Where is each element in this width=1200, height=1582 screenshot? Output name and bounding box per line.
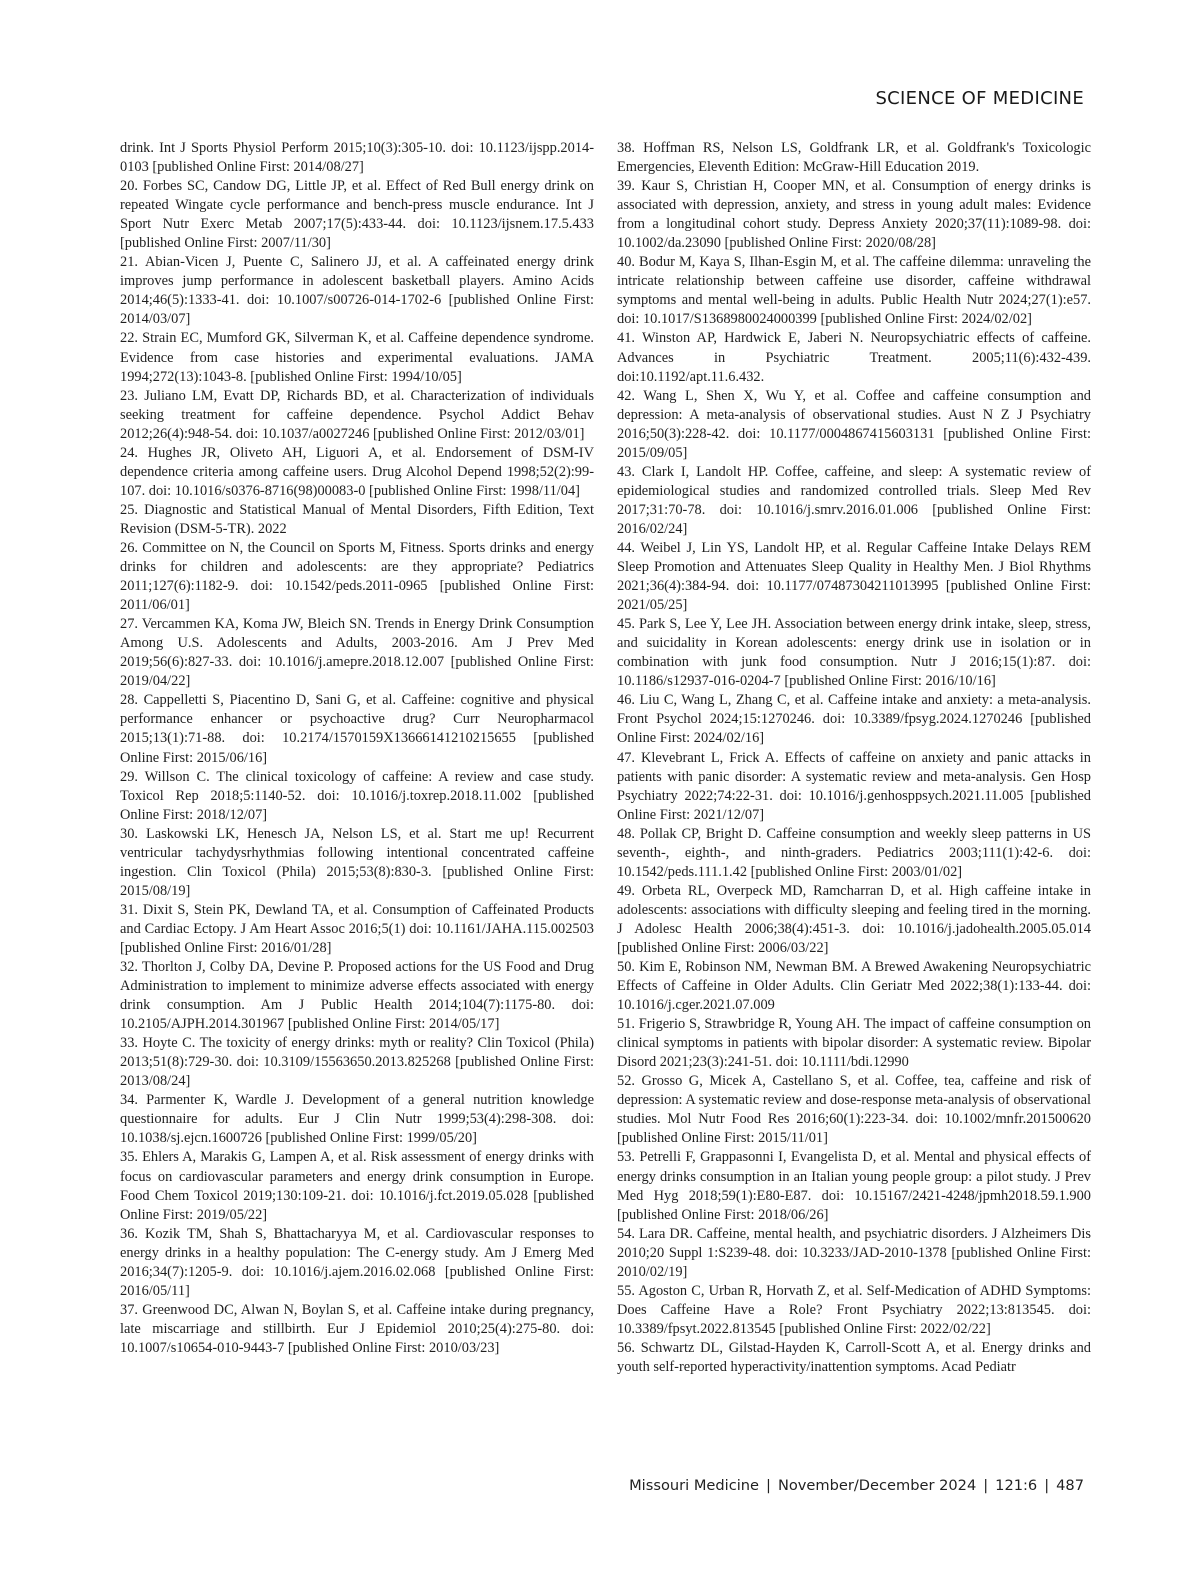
reference-item: 55. Agoston C, Urban R, Horvath Z, et al. Self-Medication of ADHD Symptoms: Does Caffeine Have a Role? Front Psychiatry 2022;13:813545. doi: 10.3389/fpsyt.2022.813545 [published Online First: 2022/02/22]	[617, 1282, 1091, 1337]
reference-item: 25. Diagnostic and Statistical Manual of Mental Disorders, Fifth Edition, Text Revision (DSM-5-TR). 2022	[120, 501, 594, 537]
reference-item: drink. Int J Sports Physiol Perform 2015;10(3):305-10. doi: 10.1123/ijspp.2014-0103 [published Online First: 2014/08/27]	[120, 140, 594, 176]
page-number: 487	[1056, 1477, 1084, 1494]
reference-item: 49. Orbeta RL, Overpeck MD, Ramcharran D, et al. High caffeine intake in adolescents: associations with difficulty sleeping and feeling tired in the morning. J Adolesc Health 2006;38(4):451-3. doi: 10.1016/j.jadohealth.2005.05.014 [published Online First: 2006/03/22]	[617, 882, 1091, 956]
reference-item: 42. Wang L, Shen X, Wu Y, et al. Coffee and caffeine consumption and depression: A meta-analysis of observational studies. Aust N Z J Psychiatry 2016;50(3):228-42. doi: 10.1177/0004867415603131 [published Online First: 2015/09/05]	[617, 387, 1091, 461]
footer-separator: |	[766, 1477, 771, 1494]
reference-item: 31. Dixit S, Stein PK, Dewland TA, et al. Consumption of Caffeinated Products and Cardiac Ectopy. J Am Heart Assoc 2016;5(1) doi: 10.1161/JAHA.115.002503 [published Online First: 2016/01/28]	[120, 901, 594, 956]
reference-item: 27. Vercammen KA, Koma JW, Bleich SN. Trends in Energy Drink Consumption Among U.S. Adolescents and Adults, 2003-2016. Am J Prev Med 2019;56(6):827-33. doi: 10.1016/j.amepre.2018.12.007 [published Online First: 2019/04/22]	[120, 616, 594, 690]
reference-item: 48. Pollak CP, Bright D. Caffeine consumption and weekly sleep patterns in US seventh-, eighth-, and ninth-graders. Pediatrics 2003;111(1):42-6. doi: 10.1542/peds.111.1.42 [published Online First: 2003/01/02]	[617, 825, 1091, 880]
reference-item: 20. Forbes SC, Candow DG, Little JP, et al. Effect of Red Bull energy drink on repeated Wingate cycle performance and bench-press muscle endurance. Int J Sport Nutr Exerc Metab 2007;17(5):433-44. doi: 10.1123/ijsnem.17.5.433 [published Online First: 2007/11/30]	[120, 178, 594, 252]
volume-issue: 121:6	[995, 1477, 1038, 1494]
reference-item: 36. Kozik TM, Shah S, Bhattacharyya M, et al. Cardiovascular responses to energy drinks in a healthy population: The C-energy study. Am J Emerg Med 2016;34(7):1205-9. doi: 10.1016/j.ajem.2016.02.068 [published Online First: 2016/05/11]	[120, 1225, 594, 1299]
references-left-column	[120, 139, 594, 1358]
reference-item: 51. Frigerio S, Strawbridge R, Young AH. The impact of caffeine consumption on clinical symptoms in patients with bipolar disorder: A systematic review. Bipolar Disord 2021;23(3):241-51. doi: 10.1111/bdi.12990	[617, 1016, 1091, 1071]
reference-item: 34. Parmenter K, Wardle J. Development of a general nutrition knowledge questionnaire for adults. Eur J Clin Nutr 1999;53(4):298-308. doi: 10.1038/sj.ejcn.1600726 [published Online First: 1999/05/20]	[120, 1092, 594, 1147]
reference-item: 46. Liu C, Wang L, Zhang C, et al. Caffeine intake and anxiety: a meta-analysis. Front Psychol 2024;15:1270246. doi: 10.3389/fpsyg.2024.1270246 [published Online First: 2024/02/16]	[617, 692, 1091, 747]
section-header: SCIENCE OF MEDICINE	[875, 88, 1084, 109]
references-right-column	[617, 139, 1091, 1377]
reference-item: 41. Winston AP, Hardwick E, Jaberi N. Neuropsychiatric effects of caffeine. Advances in Psychiatric Treatment. 2005;11(6):432-439. doi:10.1192/apt.11.6.432.	[617, 330, 1091, 385]
reference-item: 26. Committee on N, the Council on Sports M, Fitness. Sports drinks and energy drinks for children and adolescents: are they appropriate? Pediatrics 2011;127(6):1182-9. doi: 10.1542/peds.2011-0965 [published Online First: 2011/06/01]	[120, 539, 594, 614]
reference-item: 28. Cappelletti S, Piacentino D, Sani G, et al. Caffeine: cognitive and physical performance enhancer or psychoactive drug? Curr Neuropharmacol 2015;13(1):71-88. doi: 10.2174/1570159X13666141210215655 [published Online First: 2015/06/16]	[120, 692, 594, 766]
reference-item: 43. Clark I, Landolt HP. Coffee, caffeine, and sleep: A systematic review of epidemiological studies and randomized controlled trials. Sleep Med Rev 2017;31:70-78. doi: 10.1016/j.smrv.2016.01.006 [published Online First: 2016/02/24]	[617, 463, 1091, 537]
reference-item: 29. Willson C. The clinical toxicology of caffeine: A review and case study. Toxicol Rep 2018;5:1140-52. doi: 10.1016/j.toxrep.2018.11.002 [published Online First: 2018/12/07]	[120, 768, 594, 823]
reference-item: 54. Lara DR. Caffeine, mental health, and psychiatric disorders. J Alzheimers Dis 2010;20 Suppl 1:S239-48. doi: 10.3233/JAD-2010-1378 [published Online First: 2010/02/19]	[617, 1225, 1091, 1280]
reference-item: 32. Thorlton J, Colby DA, Devine P. Proposed actions for the US Food and Drug Administration to implement to minimize adverse effects associated with energy drink consumption. Am J Public Health 2014;104(7):1175-80. doi: 10.2105/AJPH.2014.301967 [published Online First: 2014/05/17]	[120, 959, 594, 1033]
reference-item: 22. Strain EC, Mumford GK, Silverman K, et al. Caffeine dependence syndrome. Evidence from case histories and experimental evaluations. JAMA 1994;272(13):1043-8. [published Online First: 1994/10/05]	[120, 330, 594, 385]
reference-item: 45. Park S, Lee Y, Lee JH. Association between energy drink intake, sleep, stress, and suicidality in Korean adolescents: energy drink use in isolation or in combination with junk food consumption. Nutr J 2016;15(1):87. doi: 10.1186/s12937-016-0204-7 [published Online First: 2016/10/16]	[617, 616, 1091, 690]
reference-item: 52. Grosso G, Micek A, Castellano S, et al. Coffee, tea, caffeine and risk of depression: A systematic review and dose-response meta-analysis of observational studies. Mol Nutr Food Res 2016;60(1):223-34. doi: 10.1002/mnfr.201500620 [published Online First: 2015/11/01]	[617, 1073, 1091, 1147]
reference-item: 44. Weibel J, Lin YS, Landolt HP, et al. Regular Caffeine Intake Delays REM Sleep Promotion and Attenuates Sleep Quality in Healthy Men. J Biol Rhythms 2021;36(4):384-94. doi: 10.1177/07487304211013995 [published Online First: 2021/05/25]	[617, 539, 1091, 614]
reference-item: 23. Juliano LM, Evatt DP, Richards BD, et al. Characterization of individuals seeking treatment for caffeine dependence. Psychol Addict Behav 2012;26(4):948-54. doi: 10.1037/a0027246 [published Online First: 2012/03/01]	[120, 387, 594, 442]
footer-separator: |	[1044, 1477, 1050, 1494]
reference-item: 40. Bodur M, Kaya S, Ilhan-Esgin M, et al. The caffeine dilemma: unraveling the intricate relationship between caffeine use disorder, caffeine withdrawal symptoms and mental well-being in adults. Public Health Nutr 2024;27(1):e57. doi: 10.1017/S1368980024000399 [published Online First: 2024/02/02]	[617, 254, 1091, 328]
reference-item: 37. Greenwood DC, Alwan N, Boylan S, et al. Caffeine intake during pregnancy, late miscarriage and stillbirth. Eur J Epidemiol 2010;25(4):275-80. doi: 10.1007/s10654-010-9443-7 [published Online First: 2010/03/23]	[120, 1301, 594, 1356]
reference-item: 39. Kaur S, Christian H, Cooper MN, et al. Consumption of energy drinks is associated with depression, anxiety, and stress in young adult males: Evidence from a longitudinal cohort study. Depress Anxiety 2020;37(11):1089-98. doi: 10.1002/da.23090 [published Online First: 2020/08/28]	[617, 178, 1091, 252]
reference-item: 56. Schwartz DL, Gilstad-Hayden K, Carroll-Scott A, et al. Energy drinks and youth self-reported hyperactivity/inattention symptoms. Acad Pediatr	[617, 1339, 1091, 1375]
reference-item: 21. Abian-Vicen J, Puente C, Salinero JJ, et al. A caffeinated energy drink improves jump performance in adolescent basketball players. Amino Acids 2014;46(5):1333-41. doi: 10.1007/s00726-014-1702-6 [published Online First: 2014/03/07]	[120, 254, 594, 328]
reference-item: 50. Kim E, Robinson NM, Newman BM. A Brewed Awakening Neuropsychiatric Effects of Caffeine in Older Adults. Clin Geriatr Med 2022;38(1):133-44. doi: 10.1016/j.cger.2021.07.009	[617, 959, 1091, 1014]
journal-name: Missouri Medicine	[629, 1477, 760, 1494]
reference-item: 38. Hoffman RS, Nelson LS, Goldfrank LR, et al. Goldfrank's Toxicologic Emergencies, Eleventh Edition: McGraw-Hill Education 2019.	[617, 140, 1091, 176]
reference-item: 47. Klevebrant L, Frick A. Effects of caffeine on anxiety and panic attacks in patients with panic disorder: A systematic review and meta-analysis. Gen Hosp Psychiatry 2022;74:22-31. doi: 10.1016/j.genhosppsych.2021.11.005 [published Online First: 2021/12/07]	[617, 749, 1091, 823]
reference-item: 30. Laskowski LK, Henesch JA, Nelson LS, et al. Start me up! Recurrent ventricular tachydysrhythmias following intentional concentrated caffeine ingestion. Clin Toxicol (Phila) 2015;53(8):830-3. [published Online First: 2015/08/19]	[120, 825, 594, 899]
reference-item: 53. Petrelli F, Grappasonni I, Evangelista D, et al. Mental and physical effects of energy drinks consumption in an Italian young people group: a pilot study. J Prev Med Hyg 2018;59(1):E80-E87. doi: 10.15167/2421-4248/jpmh2018.59.1.900 [published Online First: 2018/06/26]	[617, 1149, 1091, 1223]
page-footer	[629, 1477, 1084, 1494]
reference-item: 35. Ehlers A, Marakis G, Lampen A, et al. Risk assessment of energy drinks with focus on cardiovascular parameters and energy drink consumption in Europe. Food Chem Toxicol 2019;130:109-21. doi: 10.1016/j.fct.2019.05.028 [published Online First: 2019/05/22]	[120, 1149, 594, 1223]
issue-date: November/December 2024	[777, 1477, 977, 1494]
reference-item: 33. Hoyte C. The toxicity of energy drinks: myth or reality? Clin Toxicol (Phila) 2013;51(8):729-30. doi: 10.3109/15563650.2013.825268 [published Online First: 2013/08/24]	[120, 1035, 594, 1090]
reference-item: 24. Hughes JR, Oliveto AH, Liguori A, et al. Endorsement of DSM-IV dependence criteria among caffeine users. Drug Alcohol Depend 1998;52(2):99-107. doi: 10.1016/s0376-8716(98)00083-0 [published Online First: 1998/11/04]	[120, 444, 594, 499]
footer-separator: |	[983, 1477, 989, 1494]
